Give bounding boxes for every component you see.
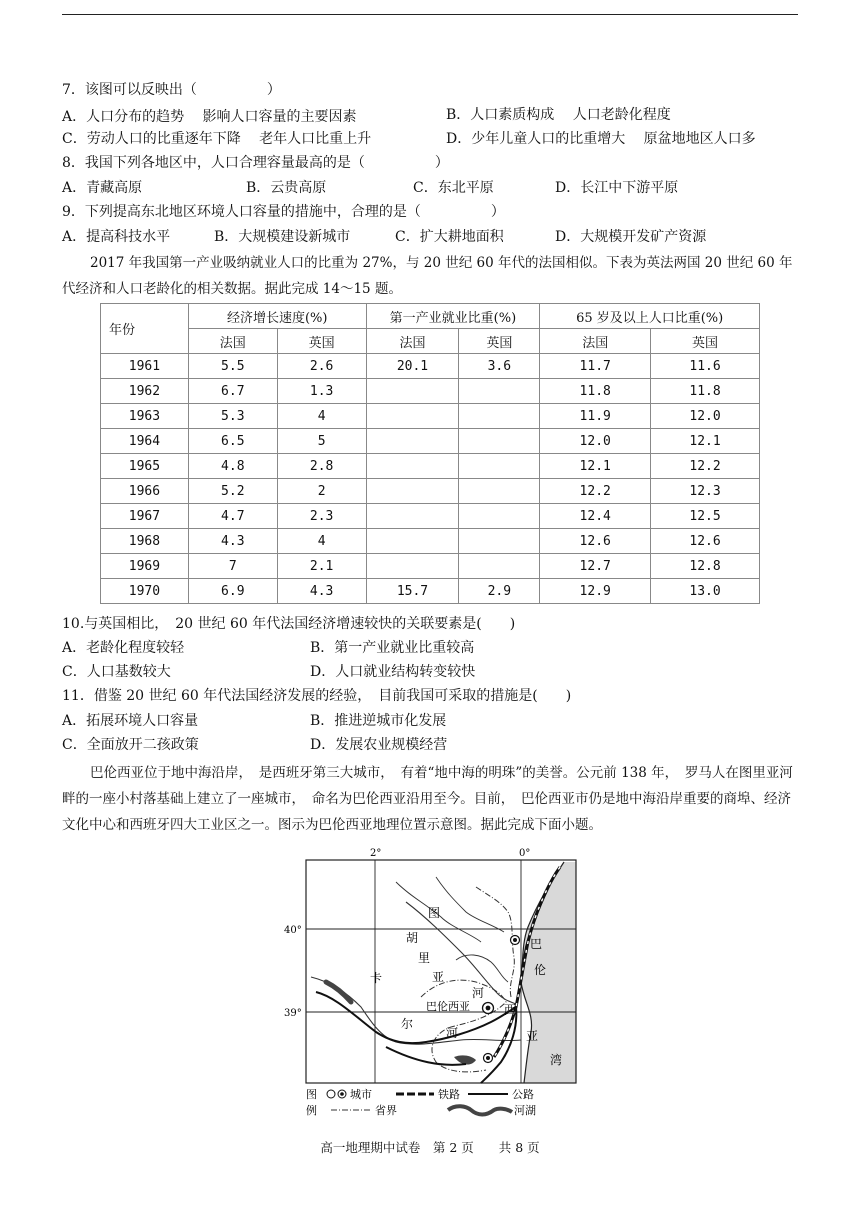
legend-border-label: 省界 (375, 1104, 397, 1117)
value-cell: 11.9 (540, 404, 651, 429)
year-cell: 1964 (101, 429, 189, 454)
year-cell: 1969 (101, 554, 189, 579)
river-tributary (456, 955, 508, 982)
q10-option-b: B．第一产业就业比重较高 (310, 640, 475, 656)
highway (386, 1047, 466, 1065)
legend-river-label: 河湖 (514, 1104, 536, 1117)
table-row (101, 504, 760, 529)
value-cell (459, 429, 540, 454)
page-footer: 高一地理期中试卷 第 2 页 共 8 页 (320, 1140, 540, 1155)
city-marker-north (511, 936, 520, 945)
value-cell: 4 (277, 529, 366, 554)
header-year: 年份 (101, 304, 189, 354)
header-primary-employment: 第一产业就业比重(%) (366, 304, 540, 329)
value-cell: 12.1 (651, 429, 760, 454)
q11-stem: 11．借鉴 20 世纪 60 年代法国经济发展的经验， 目前我国可采取的措施是( ) (62, 688, 572, 704)
value-cell: 12.0 (540, 429, 651, 454)
value-cell: 12.0 (651, 404, 760, 429)
q7-option-b: B．人口素质构成 人口老龄化程度 (446, 107, 671, 123)
year-cell: 1962 (101, 379, 189, 404)
value-cell: 11.6 (651, 354, 760, 379)
label-wan: 湾 (550, 1053, 563, 1067)
year-cell: 1966 (101, 479, 189, 504)
label-ba: 巴 (530, 937, 543, 951)
q10-option-c: C．人口基数较大 (62, 664, 171, 680)
label-ka: 卡 (370, 971, 383, 985)
value-cell: 1.3 (277, 379, 366, 404)
label-lun: 伦 (534, 963, 547, 977)
value-cell: 5.5 (188, 354, 277, 379)
q7-option-d: D．少年儿童人口的比重增大 原盆地地区人口多 (446, 131, 756, 147)
value-cell: 11.8 (651, 379, 760, 404)
year-cell: 1963 (101, 404, 189, 429)
label-tu: 图 (428, 906, 441, 920)
header-rule (62, 14, 798, 15)
label-he2: 河 (446, 1026, 459, 1040)
label-hu: 胡 (406, 931, 419, 945)
q8-option-a: A．青藏高原 (62, 180, 143, 196)
value-cell: 12.2 (651, 454, 760, 479)
q8-option-c: C．东北平原 (413, 180, 494, 196)
q9-stem: 9．下列提高东北地区环境人口容量的措施中，合理的是（ ） (62, 204, 505, 220)
header-uk: 英国 (651, 329, 760, 354)
value-cell: 2.8 (277, 454, 366, 479)
value-cell: 5.3 (188, 404, 277, 429)
value-cell (366, 404, 459, 429)
value-cell (459, 454, 540, 479)
legend-city-icon (327, 1090, 346, 1098)
value-cell (459, 404, 540, 429)
year-cell: 1970 (101, 579, 189, 604)
value-cell: 2.9 (459, 579, 540, 604)
year-cell: 1968 (101, 529, 189, 554)
header-france: 法国 (366, 329, 459, 354)
value-cell: 5.2 (188, 479, 277, 504)
value-cell: 11.8 (540, 379, 651, 404)
value-cell: 5 (277, 429, 366, 454)
value-cell: 12.3 (651, 479, 760, 504)
table-row (101, 529, 760, 554)
intro-paragraph-table: 2017 年我国第一产业吸纳就业人口的比重为 27%，与 20 世纪 60 年代的法国相似。下表为英法两国 20 世纪 60 年代经济和人口老龄化的相关数据。据此完成 14～15 题。 (62, 255, 793, 297)
label-xi: 西 (504, 1003, 517, 1017)
q10-stem: 10.与英国相比， 20 世纪 60 年代法国经济增速较快的关联要素是( ) (62, 616, 516, 632)
q10-option-a: A．老龄化程度较轻 (62, 640, 185, 656)
value-cell (366, 554, 459, 579)
legend-road-label: 公路 (512, 1088, 534, 1101)
value-cell: 12.4 (540, 504, 651, 529)
table-row (101, 479, 760, 504)
q11-option-a: A．拓展环境人口容量 (62, 713, 199, 729)
q9-option-b: B．大规模建设新城市 (214, 229, 351, 245)
intro-paragraph-valencia: 巴伦西亚位于地中海沿岸， 是西班牙第三大城市， 有着“地中海的明珠”的美誉。公元前 138 年， 罗马人在图里亚河畔的一座小村落基础上建立了一座城市， 命名为巴伦西亚沿用至今。目前， 巴伦西亚市仍是地中海沿岸重要的商埠、经济文化中心和西班牙四大工业区之一。图示为巴伦西亚地理位置示意图。据此完成下面小题。 (62, 765, 793, 833)
value-cell: 3.6 (459, 354, 540, 379)
value-cell: 12.2 (540, 479, 651, 504)
city-marker-valencia (483, 1003, 494, 1014)
table-row (101, 454, 760, 479)
header-france: 法国 (540, 329, 651, 354)
value-cell (459, 504, 540, 529)
value-cell: 2.1 (277, 554, 366, 579)
value-cell: 4.7 (188, 504, 277, 529)
q7-stem: 7．该图可以反映出（ ） (62, 82, 281, 98)
economy-aging-table (100, 303, 760, 604)
value-cell: 13.0 (651, 579, 760, 604)
q8-option-d: D．长江中下游平原 (555, 180, 679, 196)
header-economic-growth: 经济增长速度(%) (188, 304, 366, 329)
value-cell: 12.6 (651, 529, 760, 554)
value-cell: 6.9 (188, 579, 277, 604)
q9-option-c: C．扩大耕地面积 (395, 229, 504, 245)
latitude-label-40: 40° (284, 925, 302, 936)
value-cell: 11.7 (540, 354, 651, 379)
value-cell: 12.7 (540, 554, 651, 579)
jucar-river-thick (326, 982, 351, 1002)
value-cell (366, 504, 459, 529)
value-cell: 7 (188, 554, 277, 579)
value-cell: 12.1 (540, 454, 651, 479)
table-row (101, 379, 760, 404)
value-cell: 4.3 (188, 529, 277, 554)
value-cell: 4.8 (188, 454, 277, 479)
value-cell: 2 (277, 479, 366, 504)
label-he: 河 (472, 986, 485, 1000)
legend-title-1: 图 (306, 1088, 317, 1101)
header-france: 法国 (188, 329, 277, 354)
value-cell: 4 (277, 404, 366, 429)
value-cell: 2.3 (277, 504, 366, 529)
latitude-label-39: 39° (284, 1008, 302, 1019)
label-li: 里 (418, 951, 431, 965)
q11-option-d: D．发展农业规模经营 (310, 737, 448, 753)
value-cell (459, 529, 540, 554)
legend-title-2: 例 (306, 1104, 317, 1117)
q9-option-d: D．大规模开发矿产资源 (555, 229, 707, 245)
value-cell (459, 479, 540, 504)
q8-option-b: B．云贵高原 (246, 180, 327, 196)
sea-area (521, 862, 576, 1083)
value-cell (366, 529, 459, 554)
q11-option-c: C．全面放开二孩政策 (62, 737, 199, 753)
value-cell: 12.9 (540, 579, 651, 604)
value-cell (366, 479, 459, 504)
table-row (101, 354, 760, 379)
value-cell: 12.8 (651, 554, 760, 579)
value-cell: 6.7 (188, 379, 277, 404)
header-uk: 英国 (459, 329, 540, 354)
table-row (101, 554, 760, 579)
value-cell: 2.6 (277, 354, 366, 379)
q11-option-b: B．推进逆城市化发展 (310, 713, 447, 729)
value-cell (366, 454, 459, 479)
q7-option-c: C．劳动人口的比重逐年下降 老年人口比重上升 (62, 131, 372, 147)
year-cell: 1967 (101, 504, 189, 529)
value-cell: 15.7 (366, 579, 459, 604)
legend-rail-label: 铁路 (438, 1088, 460, 1101)
header-aged-population: 65 岁及以上人口比重(%) (540, 304, 760, 329)
value-cell: 12.6 (540, 529, 651, 554)
table-row (101, 429, 760, 454)
label-ya: 亚 (432, 970, 445, 984)
table-row (101, 579, 760, 604)
q10-option-d: D．人口就业结构转变较快 (310, 664, 476, 680)
value-cell (459, 554, 540, 579)
longitude-label-2: 2° (370, 848, 382, 859)
legend-city-label: 城市 (350, 1088, 372, 1101)
label-ya2: 亚 (526, 1029, 539, 1043)
city-marker-south (484, 1054, 493, 1063)
label-valencia-city: 巴伦西亚 (426, 1000, 470, 1013)
province-border (476, 887, 514, 997)
year-cell: 1961 (101, 354, 189, 379)
value-cell (366, 429, 459, 454)
value-cell: 12.5 (651, 504, 760, 529)
label-er: 尔 (401, 1017, 414, 1031)
longitude-label-0: 0° (519, 848, 531, 859)
river-tributary (436, 877, 504, 932)
q8-stem: 8．我国下列各地区中，人口合理容量最高的是（ ） (62, 155, 449, 171)
legend-river-icon (448, 1106, 512, 1114)
year-cell: 1965 (101, 454, 189, 479)
q7-option-a: A．人口分布的趋势 影响人口容量的主要因素 (62, 109, 357, 125)
value-cell: 4.3 (277, 579, 366, 604)
table-row (101, 404, 760, 429)
value-cell: 20.1 (366, 354, 459, 379)
value-cell (459, 379, 540, 404)
valencia-location-map (276, 842, 586, 1132)
value-cell: 6.5 (188, 429, 277, 454)
header-uk: 英国 (277, 329, 366, 354)
q9-option-a: A．提高科技水平 (62, 229, 171, 245)
value-cell (366, 379, 459, 404)
